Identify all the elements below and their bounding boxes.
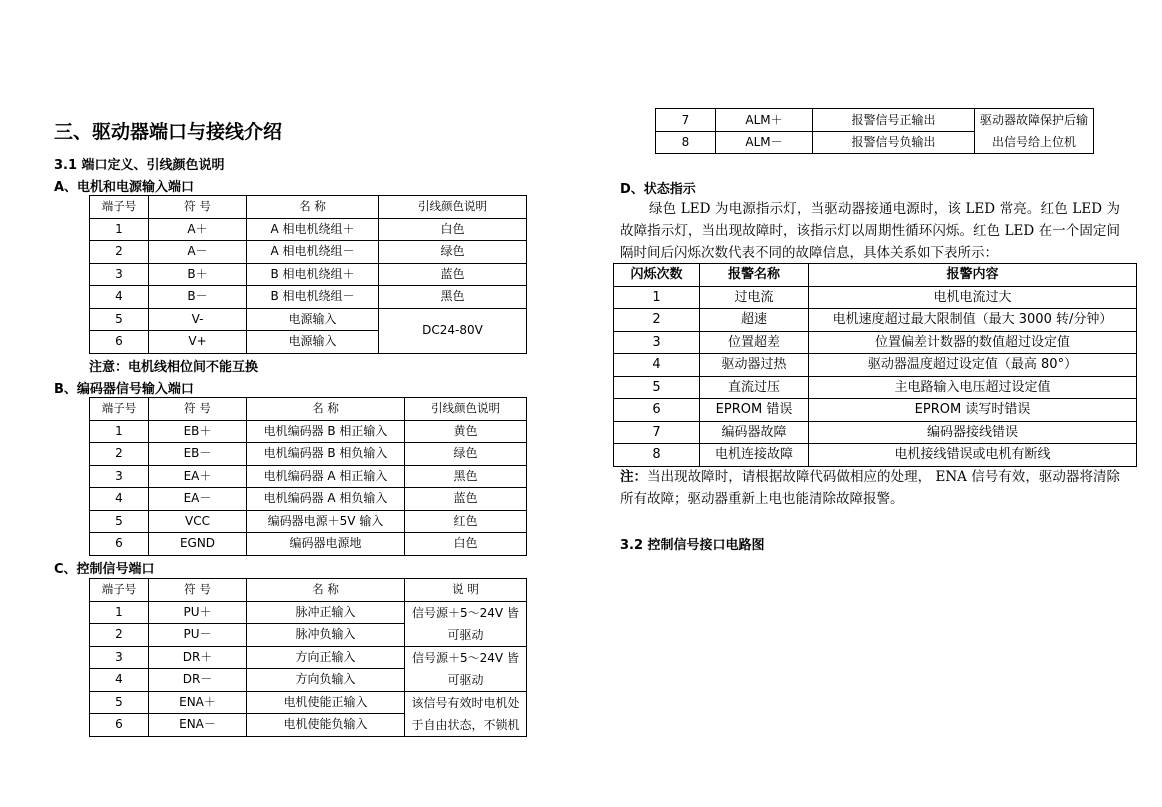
note-line: 可驱动 bbox=[447, 672, 484, 687]
cell: B＋ bbox=[149, 263, 247, 286]
header-cell: 端子号 bbox=[90, 398, 149, 421]
header-cell: 说 明 bbox=[405, 579, 527, 602]
note-cell bbox=[975, 109, 1094, 154]
note-line: 出信号给上位机 bbox=[991, 135, 1076, 149]
cell: DC24-80V bbox=[379, 308, 527, 353]
cell: 电源输入 bbox=[247, 308, 379, 331]
section-d-title: D、状态指示 bbox=[620, 182, 696, 197]
table-row bbox=[90, 263, 527, 286]
cell: 电源输入 bbox=[247, 331, 379, 354]
cell: 黑色 bbox=[405, 465, 527, 488]
cell: EPROM 错误 bbox=[700, 399, 809, 422]
cell: EA－ bbox=[149, 488, 247, 511]
header-cell: 引线颜色说明 bbox=[405, 398, 527, 421]
table-row bbox=[90, 308, 527, 331]
cell: 电机电流过大 bbox=[809, 286, 1137, 309]
table-row bbox=[614, 331, 1137, 354]
cell: 1 bbox=[614, 286, 700, 309]
cell: 6 bbox=[614, 399, 700, 422]
cell: 3 bbox=[90, 646, 149, 669]
cell: 脉冲正输入 bbox=[247, 601, 405, 624]
cell: ENA－ bbox=[149, 714, 247, 737]
motor-phase-note: 注意：电机线相位间不能互换 bbox=[89, 360, 259, 375]
cell: B 相电机绕组＋ bbox=[247, 263, 379, 286]
cell: V- bbox=[149, 308, 247, 331]
cell: EGND bbox=[149, 533, 247, 556]
fault-note-text: 当出现故障时，请根据故障代码做相应的处理， ENA 信号有效，驱动器将清除所有故障；驱动器重新上电也能清除故障报警。 bbox=[620, 469, 1121, 507]
table-row bbox=[90, 443, 527, 466]
section-3-1-title: 3.1 端口定义、引线颜色说明 bbox=[54, 158, 225, 173]
table-row bbox=[90, 691, 527, 714]
cell: 电机编码器 B 相正输入 bbox=[247, 420, 405, 443]
cell: 位置偏差计数器的数值超过设定值 bbox=[809, 331, 1137, 354]
table-row bbox=[614, 354, 1137, 377]
header-cell: 名 称 bbox=[247, 398, 405, 421]
header-cell: 引线颜色说明 bbox=[379, 196, 527, 219]
cell: 6 bbox=[90, 533, 149, 556]
cell: 6 bbox=[90, 714, 149, 737]
cell: 电机编码器 A 相正输入 bbox=[247, 465, 405, 488]
table-row bbox=[90, 286, 527, 309]
table-row bbox=[90, 601, 527, 624]
cell: 1 bbox=[90, 218, 149, 241]
note-line: 驱动器故障保护后输 bbox=[979, 113, 1088, 127]
table-row bbox=[90, 465, 527, 488]
note-cell bbox=[405, 601, 527, 646]
table-row bbox=[90, 218, 527, 241]
control-signal-table bbox=[89, 578, 527, 737]
cell: 白色 bbox=[405, 533, 527, 556]
note-cell bbox=[405, 691, 527, 736]
cell: 电机使能正输入 bbox=[247, 691, 405, 714]
status-indicator-paragraph: 绿色 LED 为电源指示灯，当驱动器接通电源时，该 LED 常亮。红色 LED 为故障指示灯，当出现故障时，该指示灯以周期性循环闪烁。红色 LED 在一个固定间隔时间后闪烁次数代表不同的故障信息，具体关系如下表所示： bbox=[620, 201, 1120, 261]
cell: 4 bbox=[90, 286, 149, 309]
cell: 2 bbox=[90, 624, 149, 647]
header-cell: 名 称 bbox=[247, 196, 379, 219]
cell: 电机连接故障 bbox=[700, 444, 809, 467]
cell: A－ bbox=[149, 241, 247, 264]
cell: 编码器接线错误 bbox=[809, 421, 1137, 444]
cell: 报警信号正输出 bbox=[813, 109, 975, 132]
cell: 红色 bbox=[405, 510, 527, 533]
cell: EB＋ bbox=[149, 420, 247, 443]
encoder-table bbox=[89, 397, 527, 556]
table-row bbox=[614, 286, 1137, 309]
note-line: 可驱动 bbox=[447, 627, 484, 642]
note-line: 信号源＋5～24V 皆 bbox=[412, 650, 519, 665]
cell: 绿色 bbox=[379, 241, 527, 264]
header-cell: 闪烁次数 bbox=[614, 264, 700, 287]
cell: 白色 bbox=[379, 218, 527, 241]
cell: 蓝色 bbox=[379, 263, 527, 286]
fault-note bbox=[620, 466, 1120, 510]
table-header-row bbox=[90, 196, 527, 219]
cell: B 相电机绕组－ bbox=[247, 286, 379, 309]
cell: 1 bbox=[90, 420, 149, 443]
header-cell: 端子号 bbox=[90, 579, 149, 602]
table-row bbox=[90, 488, 527, 511]
table-row bbox=[90, 510, 527, 533]
section-b-title: B、编码器信号输入端口 bbox=[54, 382, 194, 397]
note-line: 信号源＋5～24V 皆 bbox=[412, 605, 519, 620]
cell: B－ bbox=[149, 286, 247, 309]
cell: 6 bbox=[90, 331, 149, 354]
header-cell: 符 号 bbox=[149, 398, 247, 421]
cell: 编码器电源＋5V 输入 bbox=[247, 510, 405, 533]
cell: 编码器电源地 bbox=[247, 533, 405, 556]
cell: A 相电机绕组＋ bbox=[247, 218, 379, 241]
table-header-row bbox=[90, 398, 527, 421]
table-row bbox=[614, 376, 1137, 399]
cell: 超速 bbox=[700, 309, 809, 332]
cell: 5 bbox=[90, 691, 149, 714]
cell: 2 bbox=[614, 309, 700, 332]
page-heading: 三、驱动器端口与接线介绍 bbox=[54, 121, 283, 143]
cell: 方向负输入 bbox=[247, 669, 405, 692]
section-3-2-title: 3.2 控制信号接口电路图 bbox=[620, 538, 765, 553]
cell: 脉冲负输入 bbox=[247, 624, 405, 647]
cell: 方向正输入 bbox=[247, 646, 405, 669]
cell: A＋ bbox=[149, 218, 247, 241]
cell: 4 bbox=[90, 669, 149, 692]
header-cell: 端子号 bbox=[90, 196, 149, 219]
note-cell bbox=[405, 646, 527, 691]
cell: 5 bbox=[614, 376, 700, 399]
section-a-title: A、电机和电源输入端口 bbox=[54, 180, 195, 195]
fault-code-table bbox=[613, 263, 1137, 467]
cell: 8 bbox=[656, 131, 716, 154]
cell: 过电流 bbox=[700, 286, 809, 309]
alarm-output-table bbox=[655, 108, 1094, 154]
cell: 编码器故障 bbox=[700, 421, 809, 444]
fault-note-label: 注： bbox=[620, 469, 648, 485]
cell: 5 bbox=[90, 308, 149, 331]
table-row bbox=[614, 309, 1137, 332]
cell: 主电路输入电压超过设定值 bbox=[809, 376, 1137, 399]
header-cell: 符 号 bbox=[149, 579, 247, 602]
section-c-title: C、控制信号端口 bbox=[54, 562, 155, 577]
cell: PU－ bbox=[149, 624, 247, 647]
table-row bbox=[656, 109, 1094, 132]
cell: 黄色 bbox=[405, 420, 527, 443]
cell: 位置超差 bbox=[700, 331, 809, 354]
cell: DR－ bbox=[149, 669, 247, 692]
cell: 7 bbox=[656, 109, 716, 132]
table-row bbox=[90, 533, 527, 556]
cell: 5 bbox=[90, 510, 149, 533]
cell: 驱动器温度超过设定值（最高 80°） bbox=[809, 354, 1137, 377]
cell: 黑色 bbox=[379, 286, 527, 309]
cell: 2 bbox=[90, 241, 149, 264]
cell: EB－ bbox=[149, 443, 247, 466]
table-row bbox=[614, 421, 1137, 444]
cell: 直流过压 bbox=[700, 376, 809, 399]
header-cell: 名 称 bbox=[247, 579, 405, 602]
note-line: 于自由状态，不锁机 bbox=[411, 717, 520, 732]
cell: 蓝色 bbox=[405, 488, 527, 511]
cell: 3 bbox=[90, 263, 149, 286]
cell: PU＋ bbox=[149, 601, 247, 624]
cell: 2 bbox=[90, 443, 149, 466]
note-line: 该信号有效时电机处 bbox=[411, 695, 520, 710]
table-row bbox=[90, 241, 527, 264]
cell: 绿色 bbox=[405, 443, 527, 466]
table-row bbox=[614, 444, 1137, 467]
table-header-row bbox=[90, 579, 527, 602]
cell: 电机接线错误或电机有断线 bbox=[809, 444, 1137, 467]
cell: ENA＋ bbox=[149, 691, 247, 714]
cell: 7 bbox=[614, 421, 700, 444]
table-row bbox=[90, 646, 527, 669]
cell: 3 bbox=[614, 331, 700, 354]
cell: 4 bbox=[90, 488, 149, 511]
cell: 8 bbox=[614, 444, 700, 467]
cell: 4 bbox=[614, 354, 700, 377]
header-cell: 报警名称 bbox=[700, 264, 809, 287]
motor-power-table bbox=[89, 195, 527, 354]
cell: VCC bbox=[149, 510, 247, 533]
cell: DR＋ bbox=[149, 646, 247, 669]
cell: 报警信号负输出 bbox=[813, 131, 975, 154]
cell: EA＋ bbox=[149, 465, 247, 488]
cell: 电机速度超过最大限制值（最大 3000 转/分钟） bbox=[809, 309, 1137, 332]
header-cell: 符 号 bbox=[149, 196, 247, 219]
cell: 电机编码器 A 相负输入 bbox=[247, 488, 405, 511]
table-header-row bbox=[614, 264, 1137, 287]
cell: EPROM 读写时错误 bbox=[809, 399, 1137, 422]
cell: ALM＋ bbox=[716, 109, 813, 132]
cell: 1 bbox=[90, 601, 149, 624]
cell: A 相电机绕组－ bbox=[247, 241, 379, 264]
cell: 驱动器过热 bbox=[700, 354, 809, 377]
cell: 3 bbox=[90, 465, 149, 488]
cell: V+ bbox=[149, 331, 247, 354]
cell: 电机编码器 B 相负输入 bbox=[247, 443, 405, 466]
table-row bbox=[614, 399, 1137, 422]
cell: ALM－ bbox=[716, 131, 813, 154]
cell: 电机使能负输入 bbox=[247, 714, 405, 737]
header-cell: 报警内容 bbox=[809, 264, 1137, 287]
table-row bbox=[90, 420, 527, 443]
